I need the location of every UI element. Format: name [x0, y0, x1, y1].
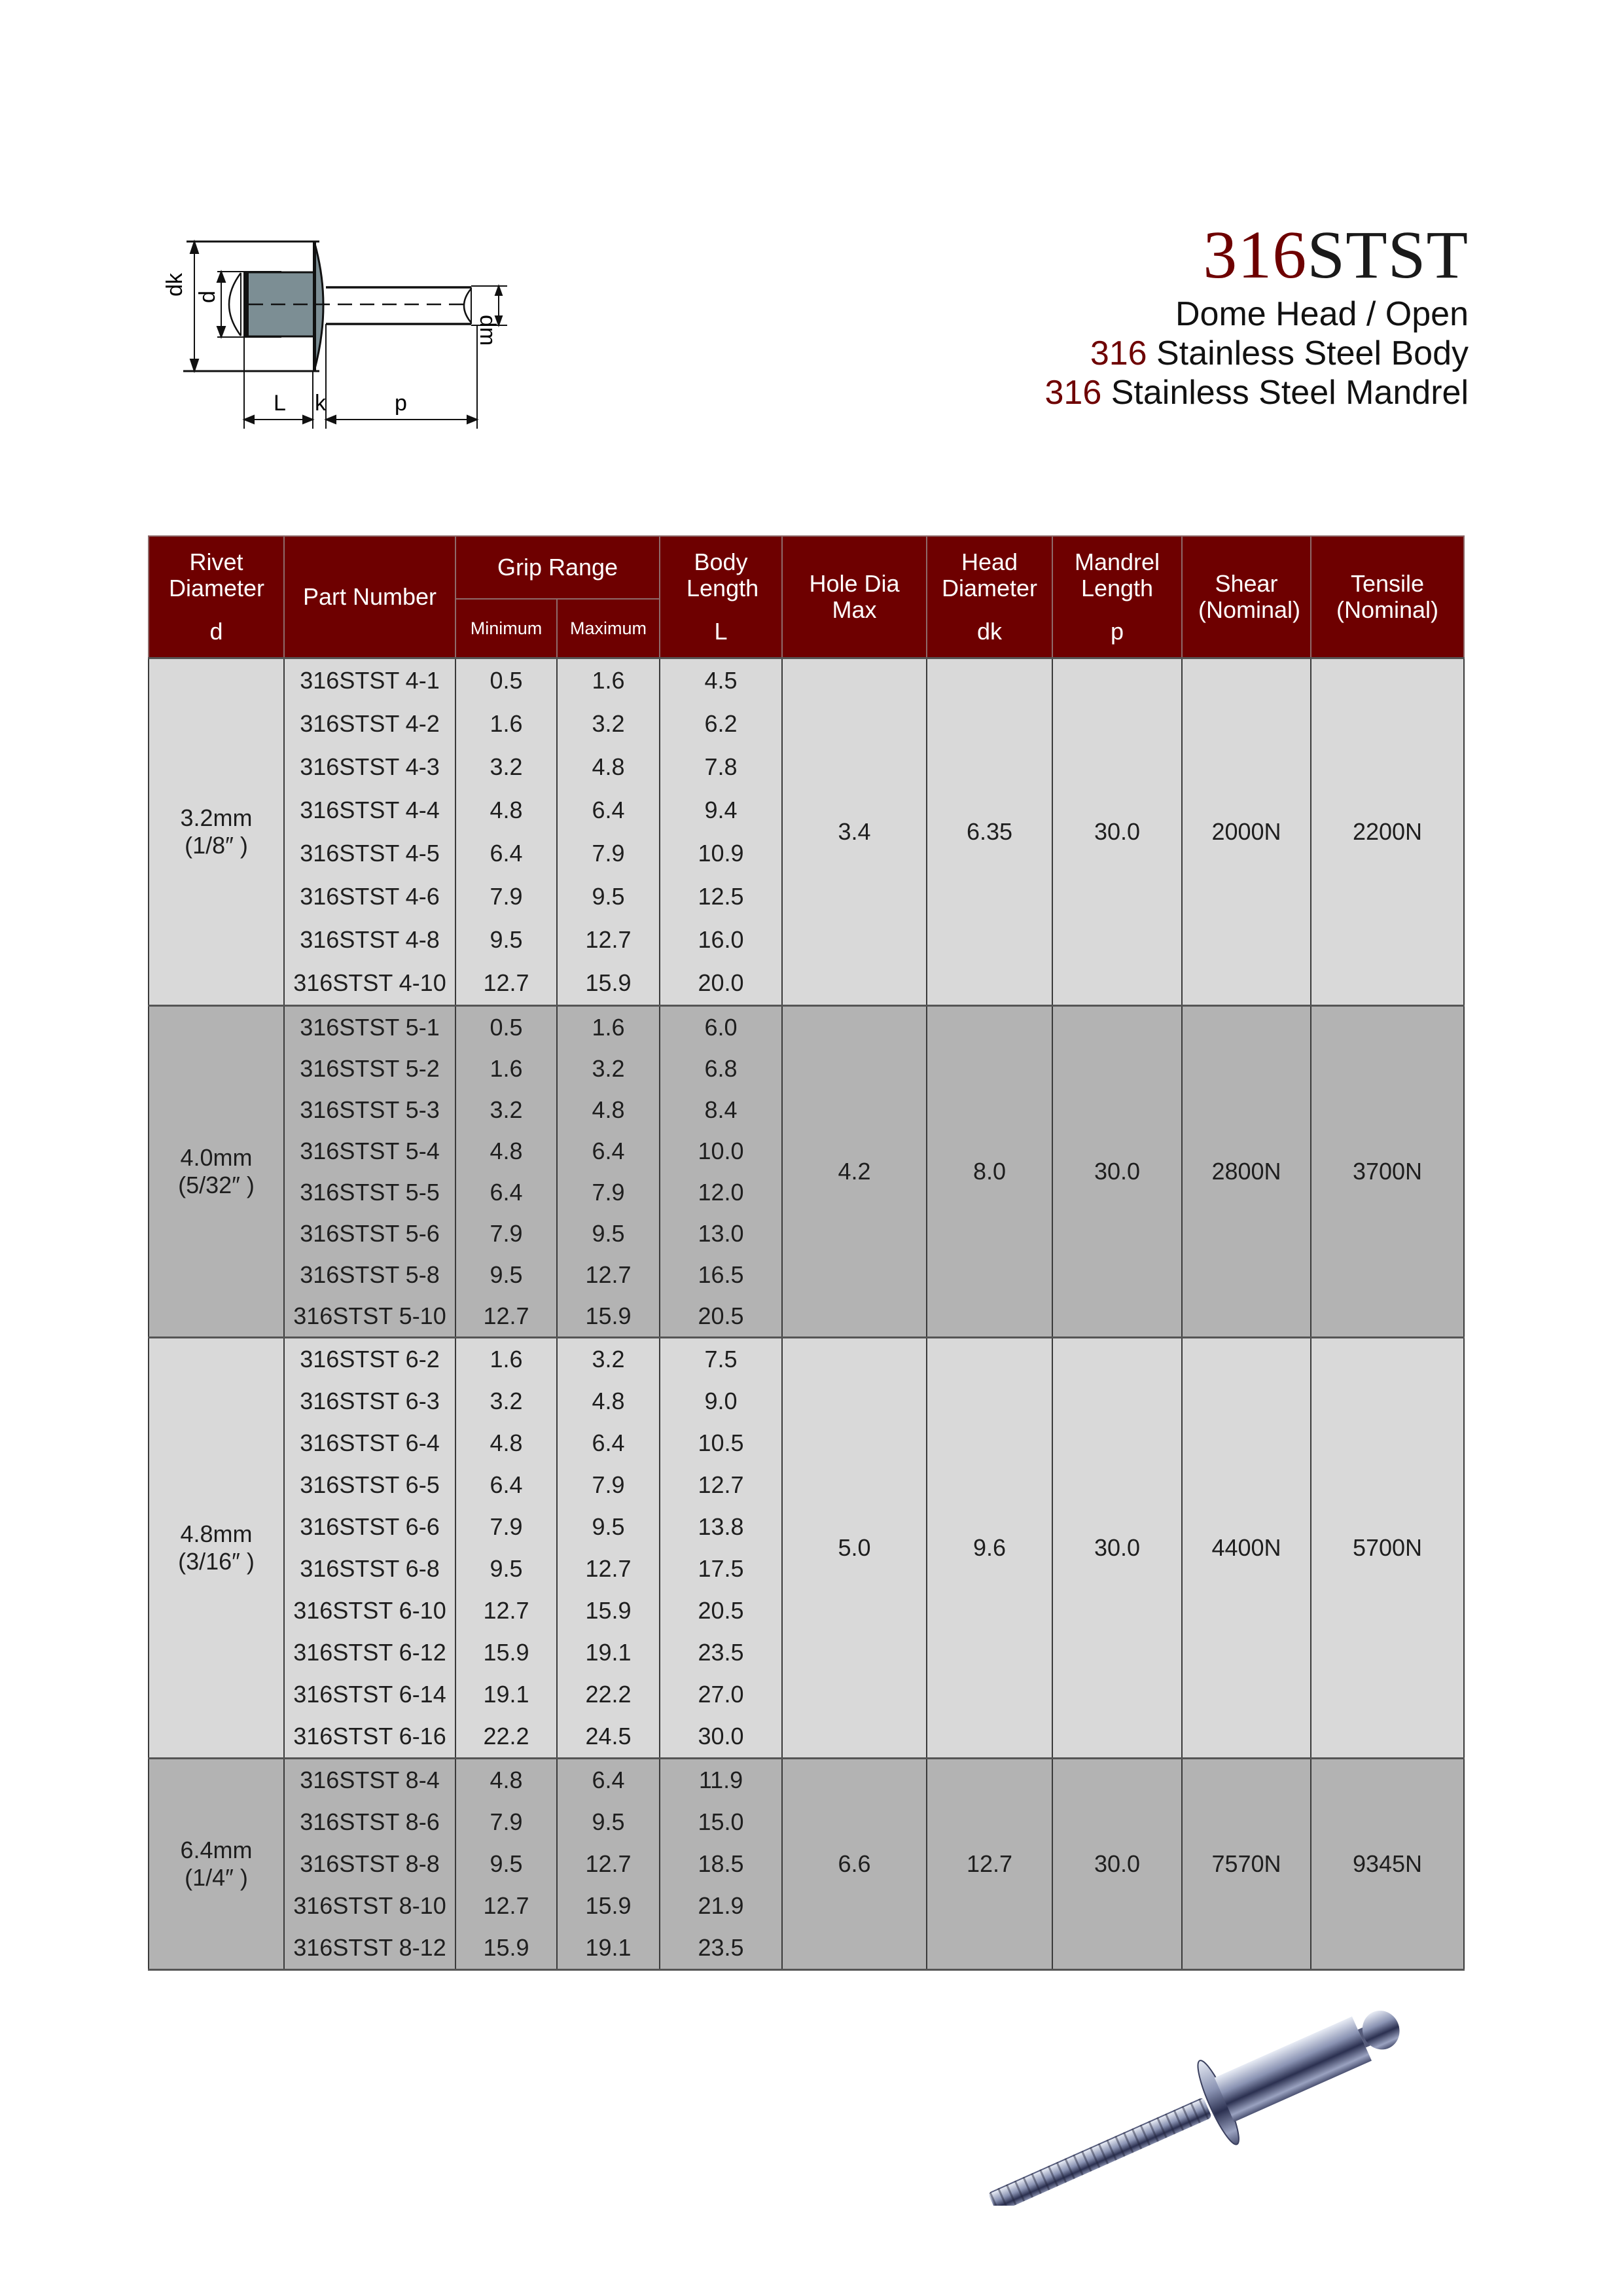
- cell-body-length: 12.5: [660, 875, 782, 918]
- cell-part-number: 316STST 4-3: [284, 745, 455, 789]
- cell-grip-max: 19.1: [557, 1927, 660, 1970]
- cell-part-number: 316STST 5-3: [284, 1089, 455, 1130]
- table-row: [149, 1759, 1464, 1802]
- cell-grip-max: 1.6: [557, 658, 660, 703]
- rivet-diameter-inch: (5/32″ ): [178, 1172, 255, 1198]
- tail-dome: [229, 273, 241, 336]
- cell-body-length: 16.0: [660, 918, 782, 961]
- rivet-diameter-mm: 3.2mm: [180, 804, 253, 831]
- cell-shear: 2000N: [1182, 658, 1311, 1006]
- cell-part-number: 316STST 5-1: [284, 1006, 455, 1049]
- cell-body-length: 11.9: [660, 1759, 782, 1802]
- cell-body-length: 20.0: [660, 961, 782, 1006]
- cell-grip-min: 0.5: [455, 1006, 557, 1049]
- cell-grip-min: 9.5: [455, 1254, 557, 1295]
- cell-part-number: 316STST 8-4: [284, 1759, 455, 1802]
- cell-grip-max: 15.9: [557, 1295, 660, 1338]
- cell-grip-min: 12.7: [455, 1885, 557, 1927]
- header-grip-min: Minimum: [455, 599, 557, 658]
- body-material-text: Stainless Steel Body: [1147, 334, 1469, 372]
- cell-shear: 7570N: [1182, 1759, 1311, 1970]
- header-grip-max: Maximum: [557, 599, 660, 658]
- cell-grip-min: 9.5: [455, 1843, 557, 1885]
- cell-part-number: 316STST 6-16: [284, 1715, 455, 1759]
- cell-grip-min: 6.4: [455, 1172, 557, 1213]
- cell-grip-min: 4.8: [455, 1130, 557, 1172]
- cell-body-length: 20.5: [660, 1590, 782, 1632]
- cell-body-length: 30.0: [660, 1715, 782, 1759]
- cell-grip-max: 15.9: [557, 1885, 660, 1927]
- cell-grip-max: 6.4: [557, 1422, 660, 1464]
- cell-body-length: 10.9: [660, 832, 782, 875]
- cell-grip-min: 19.1: [455, 1674, 557, 1715]
- cell-part-number: 316STST 4-6: [284, 875, 455, 918]
- cell-part-number: 316STST 5-2: [284, 1048, 455, 1089]
- rivet-sleeve: [1215, 2017, 1372, 2122]
- cell-grip-max: 9.5: [557, 875, 660, 918]
- cell-part-number: 316STST 6-8: [284, 1548, 455, 1590]
- cell-grip-min: 3.2: [455, 745, 557, 789]
- cell-rivet-diameter: [149, 1759, 284, 1970]
- cell-head-diameter: 9.6: [927, 1338, 1052, 1759]
- rivet-photo-svg: [942, 1996, 1453, 2206]
- cell-part-number: 316STST 6-5: [284, 1464, 455, 1506]
- cell-body-length: 13.0: [660, 1213, 782, 1254]
- cell-grip-max: 15.9: [557, 1590, 660, 1632]
- cell-body-length: 27.0: [660, 1674, 782, 1715]
- table-row: [149, 1338, 1464, 1381]
- cell-part-number: 316STST 5-6: [284, 1213, 455, 1254]
- cell-body-length: 9.0: [660, 1380, 782, 1422]
- header-head-diameter-symbol: dk: [977, 618, 1003, 645]
- cell-grip-min: 4.8: [455, 1422, 557, 1464]
- arrow-icon: [190, 359, 198, 371]
- rivet-diameter-inch: (3/16″ ): [178, 1548, 255, 1575]
- header-body-length-symbol: L: [714, 618, 728, 645]
- cell-grip-min: 4.8: [455, 1759, 557, 1802]
- rivet-diagram-svg: [157, 232, 681, 429]
- rivet-diameter-mm: 4.0mm: [180, 1144, 253, 1171]
- label-L: L: [274, 391, 286, 416]
- product-code-suffix: STST: [1307, 217, 1469, 293]
- cell-part-number: 316STST 4-4: [284, 789, 455, 832]
- cell-grip-min: 7.9: [455, 1801, 557, 1843]
- spec-table-header: [149, 536, 1464, 658]
- cell-head-diameter: 8.0: [927, 1006, 1052, 1338]
- cell-hole-dia: 6.6: [782, 1759, 927, 1970]
- cell-grip-min: 7.9: [455, 1213, 557, 1254]
- cell-grip-min: 7.9: [455, 875, 557, 918]
- cell-grip-min: 15.9: [455, 1927, 557, 1970]
- cell-grip-min: 12.7: [455, 961, 557, 1006]
- cell-hole-dia: 3.4: [782, 658, 927, 1006]
- cell-grip-min: 1.6: [455, 1338, 557, 1381]
- cell-part-number: 316STST 8-12: [284, 1927, 455, 1970]
- header-shear-label: Shear (Nominal): [1198, 570, 1301, 623]
- cell-grip-min: 15.9: [455, 1632, 557, 1674]
- cell-hole-dia: 4.2: [782, 1006, 927, 1338]
- cell-body-length: 23.5: [660, 1632, 782, 1674]
- arrow-icon: [190, 242, 198, 253]
- cell-body-length: 6.0: [660, 1006, 782, 1049]
- cell-grip-max: 4.8: [557, 1380, 660, 1422]
- header-rivet-diameter: [149, 536, 284, 658]
- cell-body-length: 6.8: [660, 1048, 782, 1089]
- header-mandrel-length-label: Mandrel Length: [1074, 548, 1160, 601]
- rivet-product-photo: [942, 1996, 1453, 2206]
- cell-part-number: 316STST 5-8: [284, 1254, 455, 1295]
- cell-grip-min: 6.4: [455, 832, 557, 875]
- rivet-diameter-inch: (1/8″ ): [185, 832, 248, 859]
- label-dm: dm: [475, 315, 500, 346]
- header-rivet-diameter-symbol: d: [209, 618, 223, 645]
- cell-grip-max: 12.7: [557, 918, 660, 961]
- cell-grip-max: 3.2: [557, 702, 660, 745]
- cell-body-length: 12.7: [660, 1464, 782, 1506]
- cell-grip-max: 9.5: [557, 1213, 660, 1254]
- header-shear: [1182, 536, 1311, 658]
- head-style: Dome Head / Open: [1175, 295, 1469, 333]
- cell-rivet-diameter: [149, 1338, 284, 1759]
- cell-part-number: 316STST 5-10: [284, 1295, 455, 1338]
- rivet-head-base: [313, 242, 316, 371]
- cell-body-length: 21.9: [660, 1885, 782, 1927]
- cell-grip-max: 24.5: [557, 1715, 660, 1759]
- cell-grip-min: 3.2: [455, 1380, 557, 1422]
- cell-grip-max: 7.9: [557, 832, 660, 875]
- rivet-diameter-inch: (1/4″ ): [185, 1864, 248, 1891]
- cell-mandrel-length: 30.0: [1052, 1759, 1182, 1970]
- product-title-block: [1045, 216, 1469, 412]
- header-head-diameter-label: Head Diameter: [941, 548, 1038, 601]
- rivet-diameter-mm: 6.4mm: [180, 1837, 253, 1863]
- header-head-diameter: [927, 536, 1052, 658]
- cell-grip-min: 9.5: [455, 918, 557, 961]
- cell-body-length: 17.5: [660, 1548, 782, 1590]
- cell-part-number: 316STST 8-10: [284, 1885, 455, 1927]
- cell-grip-min: 0.5: [455, 658, 557, 703]
- cell-part-number: 316STST 5-4: [284, 1130, 455, 1172]
- arrow-icon: [495, 286, 502, 295]
- label-d: d: [195, 291, 220, 303]
- cell-part-number: 316STST 4-10: [284, 961, 455, 1006]
- cell-part-number: 316STST 6-14: [284, 1674, 455, 1715]
- cell-body-length: 10.5: [660, 1422, 782, 1464]
- cell-grip-max: 3.2: [557, 1338, 660, 1381]
- cell-head-diameter: 6.35: [927, 658, 1052, 1006]
- cell-body-length: 6.2: [660, 702, 782, 745]
- cell-part-number: 316STST 4-8: [284, 918, 455, 961]
- cell-rivet-diameter: [149, 1006, 284, 1338]
- body-material-grade: 316: [1090, 334, 1147, 372]
- label-p: p: [395, 391, 407, 416]
- cell-grip-max: 4.8: [557, 1089, 660, 1130]
- cell-body-length: 18.5: [660, 1843, 782, 1885]
- cell-part-number: 316STST 6-4: [284, 1422, 455, 1464]
- cell-grip-min: 12.7: [455, 1590, 557, 1632]
- product-code: [1045, 216, 1469, 295]
- rivet-diameter-mm: 4.8mm: [180, 1520, 253, 1547]
- label-dk: dk: [162, 273, 187, 296]
- arrow-icon: [303, 416, 313, 423]
- mandrel-tip: [464, 289, 471, 323]
- mandrel-shank: [988, 2097, 1212, 2206]
- cell-body-length: 8.4: [660, 1089, 782, 1130]
- cell-part-number: 316STST 4-2: [284, 702, 455, 745]
- cell-body-length: 7.5: [660, 1338, 782, 1381]
- cell-part-number: 316STST 6-12: [284, 1632, 455, 1674]
- cell-mandrel-length: 30.0: [1052, 1006, 1182, 1338]
- header-mandrel-length: [1052, 536, 1182, 658]
- cell-part-number: 316STST 8-6: [284, 1801, 455, 1843]
- cell-grip-max: 19.1: [557, 1632, 660, 1674]
- cell-grip-max: 1.6: [557, 1006, 660, 1049]
- cell-grip-max: 9.5: [557, 1506, 660, 1548]
- cell-grip-min: 22.2: [455, 1715, 557, 1759]
- header-grip-range: Grip Range: [455, 536, 660, 599]
- cell-grip-max: 6.4: [557, 1759, 660, 1802]
- cell-part-number: 316STST 6-2: [284, 1338, 455, 1381]
- header-tensile: [1311, 536, 1464, 658]
- cell-grip-max: 6.4: [557, 789, 660, 832]
- cell-part-number: 316STST 4-1: [284, 658, 455, 703]
- cell-grip-max: 7.9: [557, 1464, 660, 1506]
- table-row: [149, 658, 1464, 703]
- arrow-icon: [217, 272, 225, 282]
- cell-tensile: 2200N: [1311, 658, 1464, 1006]
- cell-grip-max: 6.4: [557, 1130, 660, 1172]
- cell-hole-dia: 5.0: [782, 1338, 927, 1759]
- header-mandrel-length-symbol: p: [1111, 618, 1124, 645]
- cell-tensile: 5700N: [1311, 1338, 1464, 1759]
- cell-body-length: 4.5: [660, 658, 782, 703]
- cell-part-number: 316STST 8-8: [284, 1843, 455, 1885]
- cell-grip-min: 1.6: [455, 1048, 557, 1089]
- cell-tensile: 9345N: [1311, 1759, 1464, 1970]
- cell-part-number: 316STST 6-3: [284, 1380, 455, 1422]
- cell-shear: 2800N: [1182, 1006, 1311, 1338]
- cell-grip-min: 3.2: [455, 1089, 557, 1130]
- mandrel-material-text: Stainless Steel Mandrel: [1101, 374, 1469, 412]
- cell-grip-max: 15.9: [557, 961, 660, 1006]
- mandrel-material: [1045, 373, 1469, 412]
- cell-grip-min: 6.4: [455, 1464, 557, 1506]
- cell-grip-max: 9.5: [557, 1801, 660, 1843]
- cell-body-length: 23.5: [660, 1927, 782, 1970]
- cell-grip-max: 12.7: [557, 1843, 660, 1885]
- cell-grip-max: 3.2: [557, 1048, 660, 1089]
- cell-grip-max: 4.8: [557, 745, 660, 789]
- header-part-number: Part Number: [284, 536, 455, 658]
- cell-body-length: 15.0: [660, 1801, 782, 1843]
- cell-grip-min: 9.5: [455, 1548, 557, 1590]
- cell-tensile: 3700N: [1311, 1006, 1464, 1338]
- cell-grip-min: 7.9: [455, 1506, 557, 1548]
- cell-part-number: 316STST 6-6: [284, 1506, 455, 1548]
- cell-body-length: 16.5: [660, 1254, 782, 1295]
- header-body-length: [660, 536, 782, 658]
- rivet-body-end: [243, 272, 249, 336]
- cell-mandrel-length: 30.0: [1052, 1338, 1182, 1759]
- rivet-dimension-diagram: [157, 232, 681, 429]
- cell-body-length: 12.0: [660, 1172, 782, 1213]
- cell-grip-max: 22.2: [557, 1674, 660, 1715]
- cell-grip-max: 7.9: [557, 1172, 660, 1213]
- spec-table: [148, 535, 1465, 1971]
- product-code-prefix: 316: [1203, 217, 1308, 293]
- cell-rivet-diameter: [149, 658, 284, 1006]
- arrow-icon: [326, 416, 336, 423]
- arrow-icon: [244, 416, 254, 423]
- cell-mandrel-length: 30.0: [1052, 658, 1182, 1006]
- header-hole-dia: [782, 536, 927, 658]
- header-body-length-label: Body Length: [687, 548, 759, 601]
- cell-head-diameter: 12.7: [927, 1759, 1052, 1970]
- header-hole-dia-label: Hole Dia Max: [809, 570, 900, 623]
- mandrel-material-grade: 316: [1044, 374, 1102, 412]
- cell-body-length: 10.0: [660, 1130, 782, 1172]
- arrow-icon: [217, 327, 225, 337]
- cell-body-length: 9.4: [660, 789, 782, 832]
- body-material: [1045, 334, 1469, 373]
- arrow-icon: [467, 416, 477, 423]
- spec-table-body: [149, 658, 1464, 1970]
- cell-shear: 4400N: [1182, 1338, 1311, 1759]
- cell-grip-min: 12.7: [455, 1295, 557, 1338]
- cell-grip-max: 12.7: [557, 1254, 660, 1295]
- cell-grip-max: 12.7: [557, 1548, 660, 1590]
- cell-part-number: 316STST 6-10: [284, 1590, 455, 1632]
- cell-body-length: 20.5: [660, 1295, 782, 1338]
- table-row: [149, 1006, 1464, 1049]
- header-tensile-label: Tensile (Nominal): [1336, 570, 1439, 623]
- cell-part-number: 316STST 4-5: [284, 832, 455, 875]
- cell-body-length: 7.8: [660, 745, 782, 789]
- cell-grip-min: 4.8: [455, 789, 557, 832]
- cell-part-number: 316STST 5-5: [284, 1172, 455, 1213]
- label-k: k: [315, 391, 326, 416]
- cell-body-length: 13.8: [660, 1506, 782, 1548]
- cell-grip-min: 1.6: [455, 702, 557, 745]
- header-rivet-diameter-label: Rivet Diameter: [169, 548, 265, 601]
